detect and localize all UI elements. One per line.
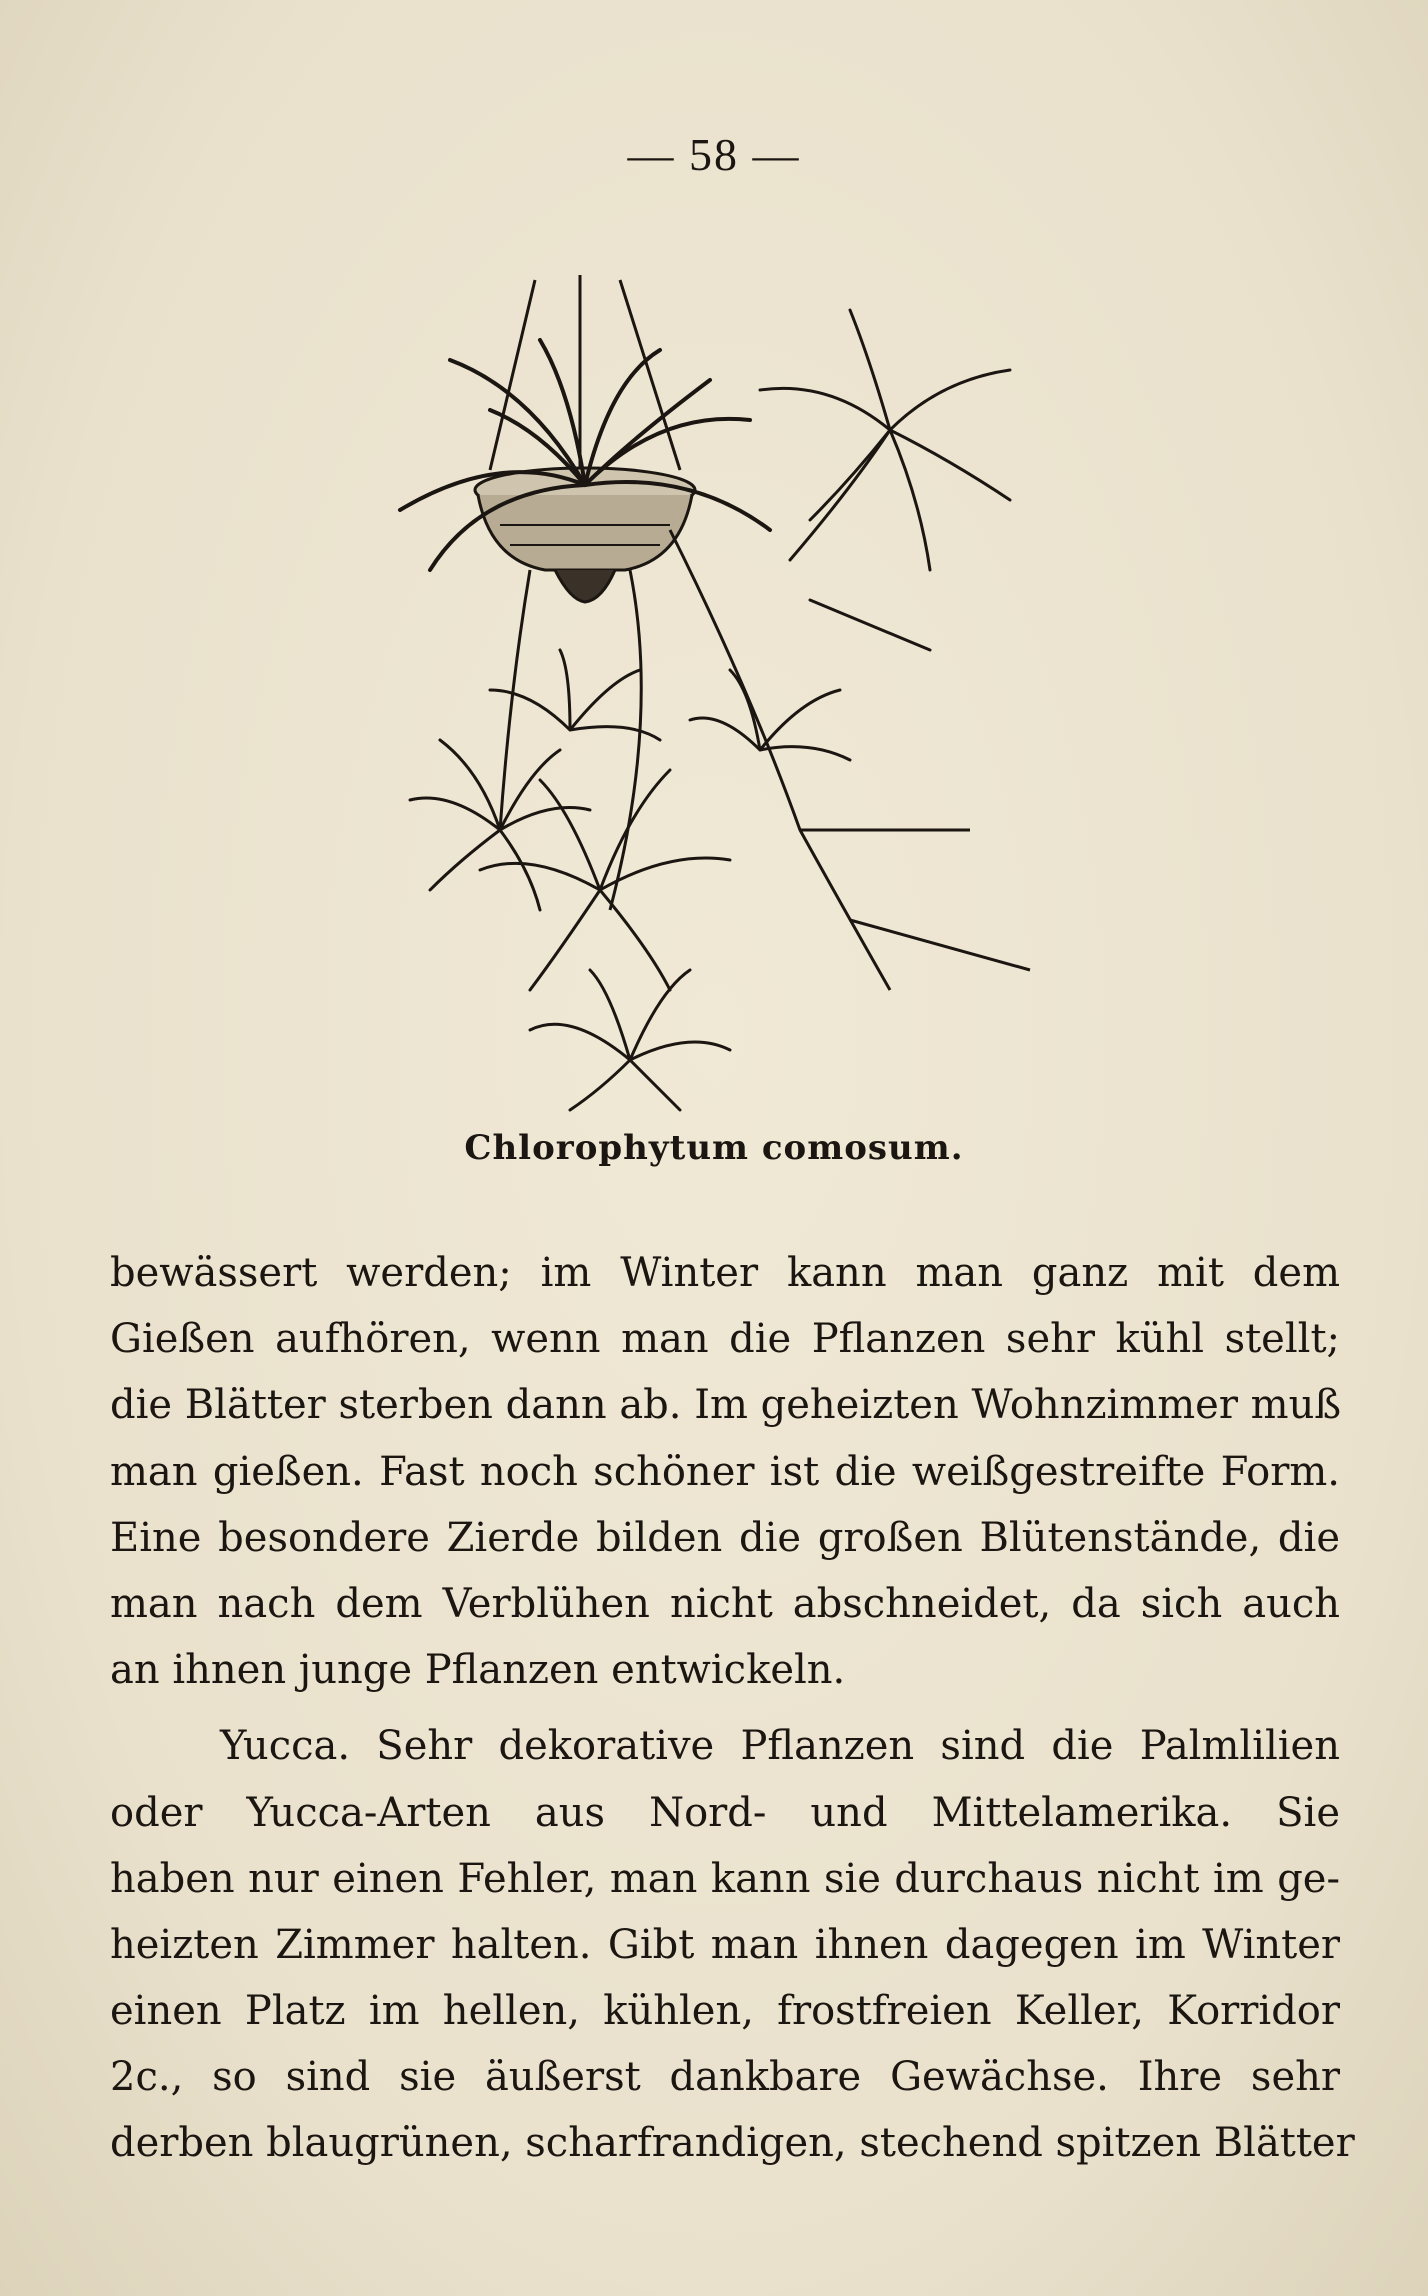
text-line: man nach dem Verblühen nicht abschneidet, da sich auch — [110, 1580, 1340, 1627]
flower-spray — [760, 310, 1010, 650]
text-line: 2c., so sind sie äußerst dankbare Gewächse. Ihre sehr — [110, 2054, 1340, 2101]
text-line: oder Yucca-Arten aus Nord- und Mittelamerika. Sie — [110, 1789, 1340, 1836]
text-line: Gießen aufhören, wenn man die Pflanzen sehr kühl stellt; — [110, 1316, 1340, 1363]
paragraph-2 — [110, 1713, 1355, 2176]
text-line: bewässert werden; im Winter kann man ganz mit dem — [110, 1250, 1340, 1296]
plantlets — [410, 650, 850, 1110]
chlorophytum-illustration — [330, 270, 1060, 1120]
paragraph-1 — [110, 1240, 1340, 1703]
body-text — [110, 1240, 1355, 2177]
text-line: man gießen. Fast noch schöner ist die weißgestreifte Form. — [110, 1448, 1340, 1495]
figure-caption: Chlorophytum comosum. — [464, 1128, 964, 1168]
page-number: — 58 — — [627, 129, 801, 180]
text-line: derben blaugrünen, scharfrandigen, stechend spitzen Blätter — [110, 2120, 1355, 2167]
text-line: Eine besondere Zierde bilden die großen Blütenstände, die — [110, 1514, 1340, 1561]
text-line: heizten Zimmer halten. Gibt man ihnen dagegen im Winter — [110, 1921, 1340, 1968]
hanging-cords — [490, 275, 680, 470]
text-line: einen Platz im hellen, kühlen, frostfreien Keller, Korridor — [110, 1988, 1340, 2035]
text-line: haben nur einen Fehler, man kann sie durchaus nicht im ge- — [110, 1855, 1340, 1902]
text-line: die Blätter sterben dann ab. Im geheizten Wohnzimmer muß — [110, 1382, 1342, 1429]
text-line: an ihnen junge Pflanzen entwickeln. — [110, 1647, 846, 1694]
text-line: Yucca. Sehr dekorative Pflanzen sind die Palmlilien — [220, 1723, 1340, 1770]
hanging-pot — [475, 468, 695, 602]
